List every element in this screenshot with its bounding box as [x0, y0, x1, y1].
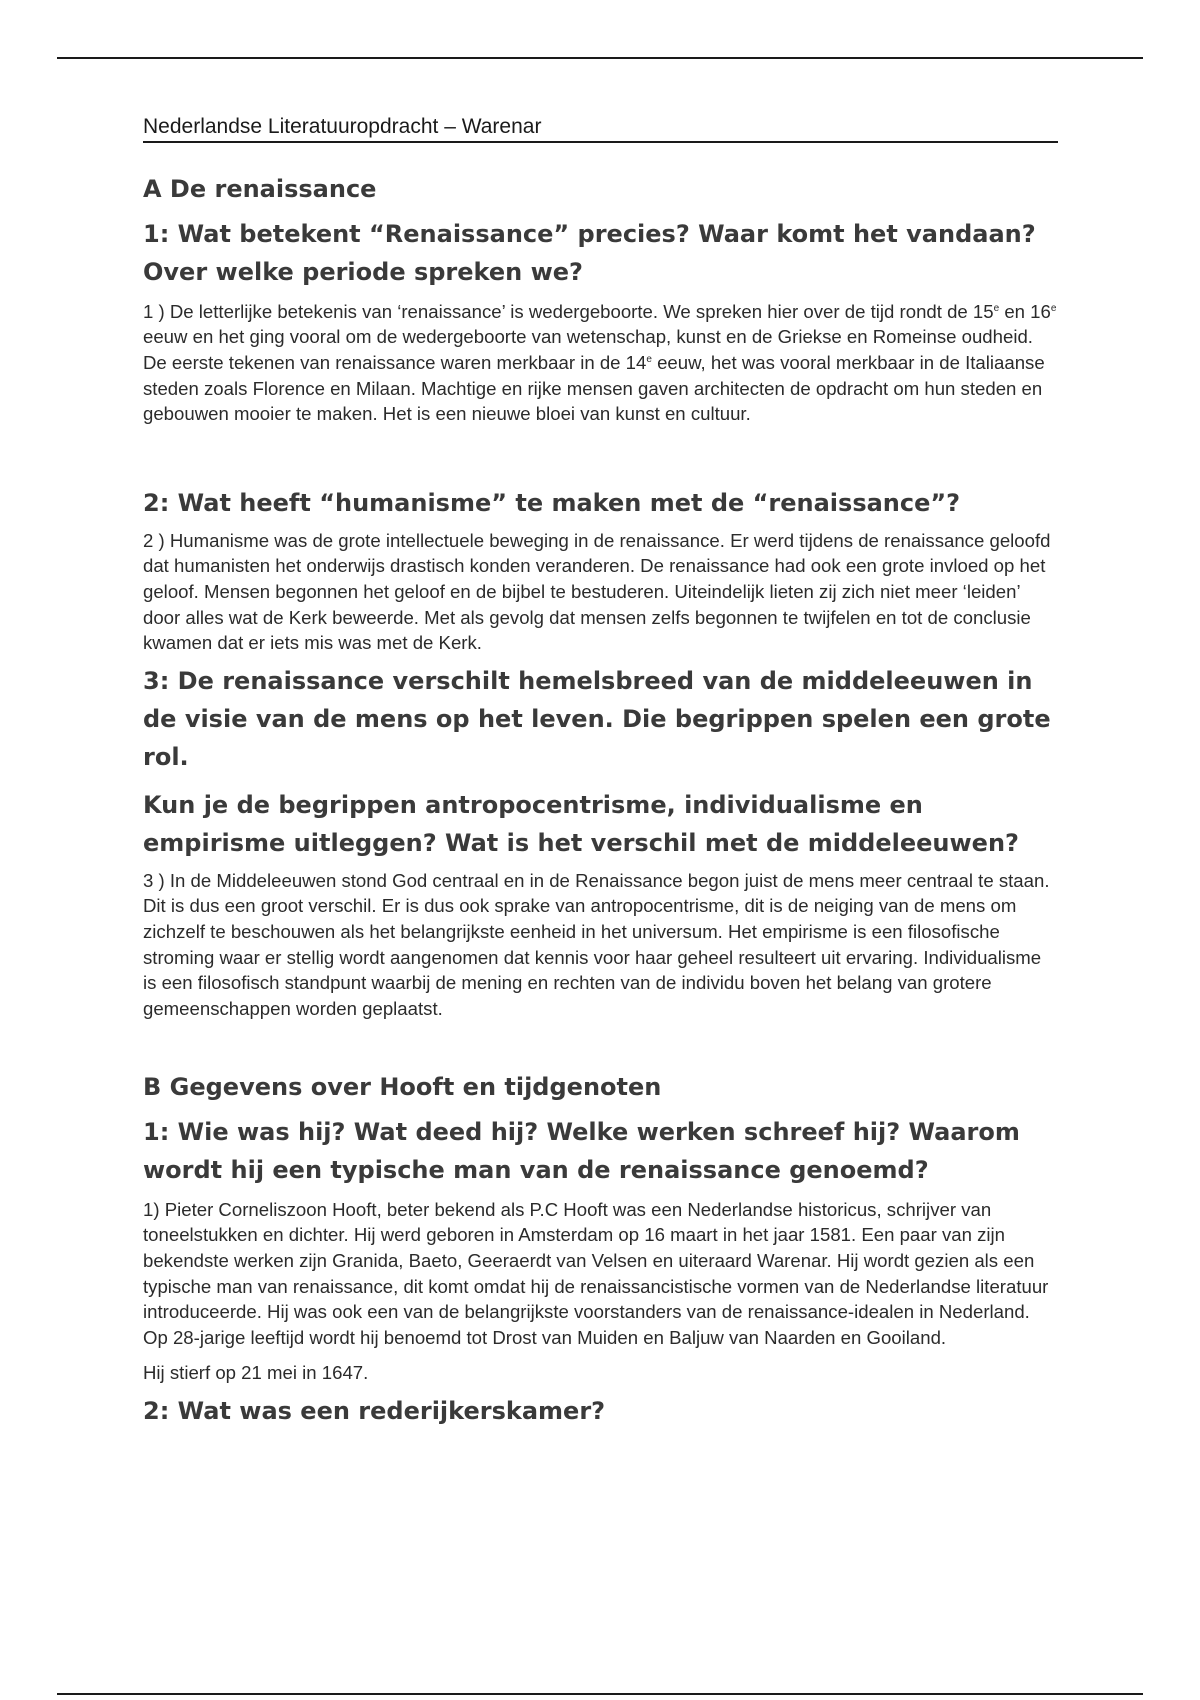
- answer-1-part-4: eeuw, het was vooral merkbaar in de Italiaanse steden zoals Florence en Milaan. Machtige en rijke mensen gaven architecten de opdracht om hun steden en gebouwen mooier te maken. Het is een nieuwe bloei van kunst en cultuur.: [143, 351, 1045, 425]
- document-body: [143, 114, 1058, 1430]
- answer-1-part-2: en 16: [999, 300, 1051, 322]
- section-b-title: B Gegevens over Hooft en tijdgenoten: [143, 1073, 662, 1102]
- section-a-answer-3: 3 ) In de Middeleeuwen stond God centraal en in de Renaissance begon juist de mens meer centraal te staan. Dit is dus een groot verschil. Er is dus ook sprake van antropocentrisme, dit is de neiging van de mens om zichzelf te beschouwen als het belangrijkste eenheid in het universum. Het empirisme is een filosofische stroming waar er stellig wordt aangenomen dat kennis voor haar geheel resulteert uit ervaring. Individualisme is een filosofisch standpunt waarbij de mening en rechten van de individu boven het belang van grotere gemeenschappen worden geplaatst.: [143, 869, 1050, 1019]
- section-b-question-2: 2: Wat was een rederijkerskamer?: [143, 1397, 606, 1426]
- superscript-e: e: [993, 302, 1000, 314]
- document-header: Nederlandse Literatuuropdracht – Warenar: [143, 114, 1058, 143]
- superscript-e: e: [646, 353, 652, 365]
- superscript-e: e: [1050, 302, 1057, 314]
- section-b-question-1: 1: Wie was hij? Wat deed hij? Welke werken schreef hij? Waarom wordt hij een typische man van de renaissance genoemd?: [143, 1117, 1020, 1184]
- answer-1-part-1: 1 ) De letterlijke betekenis van ‘renaissance’ is wedergeboorte. We spreken hier over de tijd rondt de 15: [143, 300, 994, 322]
- section-a-question-1: 1: Wat betekent “Renaissance” precies? Waar komt het vandaan? Over welke periode spreken we?: [143, 219, 1036, 286]
- section-a-answer-1: [143, 299, 1058, 427]
- section-a-question-2: 2: Wat heeft “humanisme” te maken met de “renaissance”?: [143, 488, 961, 517]
- answer-1-part-3: eeuw en het ging vooral om de wedergeboorte van wetenschap, kunst en de Griekse en Romeinse oudheid. De eerste tekenen van renaissance waren merkbaar in de 14: [143, 326, 1033, 373]
- page-top-rule: [57, 57, 1143, 59]
- page-bottom-rule: [57, 1693, 1143, 1695]
- section-b-answer-1: 1) Pieter Corneliszoon Hooft, beter bekend als P.C Hooft was een Nederlandse historicus, schrijver van toneelstukken en dichter. Hij werd geboren in Amsterdam op 16 maart in het jaar 1581. Een paar van zijn bekendste werken zijn Granida, Baeto, Geeraerdt van Velsen en uiteraard Warenar. Hij wordt gezien als een typische man van renaissance, dit komt omdat hij de renaissancistische vormen van de Nederlandse literatuur introduceerde. Hij was ook een van de belangrijkste voorstanders van de renaissance-idealen in Nederland. Op 28-jarige leeftijd wordt hij benoemd tot Drost van Muiden en Baljuw van Naarden en Gooiland.: [143, 1198, 1049, 1348]
- section-a-question-3: 3: De renaissance verschilt hemelsbreed van de middeleeuwen in de visie van de mens op het leven. Die begrippen spelen een grote rol.: [143, 666, 1051, 771]
- section-b-answer-1-extra: Hij stierf op 21 mei in 1647.: [143, 1362, 369, 1384]
- section-a-question-3b: Kun je de begrippen antropocentrisme, individualisme en empirisme uitleggen? Wat is het verschil met de middeleeuwen?: [143, 790, 1019, 857]
- section-a-answer-2: 2 ) Humanisme was de grote intellectuele beweging in de renaissance. Er werd tijdens de renaissance geloofd dat humanisten het onderwijs drastisch konden veranderen. De renaissance had ook een grote invloed op het geloof. Mensen begonnen het geloof en de bijbel te bestuderen. Uiteindelijk lieten zij zich niet meer ‘leiden’ door alles wat de Kerk beweerde. Met als gevolg dat mensen zelfs begonnen te twijfelen en tot de conclusie kwamen dat er iets mis was met de Kerk.: [143, 529, 1051, 654]
- section-a-title: A De renaissance: [143, 175, 377, 204]
